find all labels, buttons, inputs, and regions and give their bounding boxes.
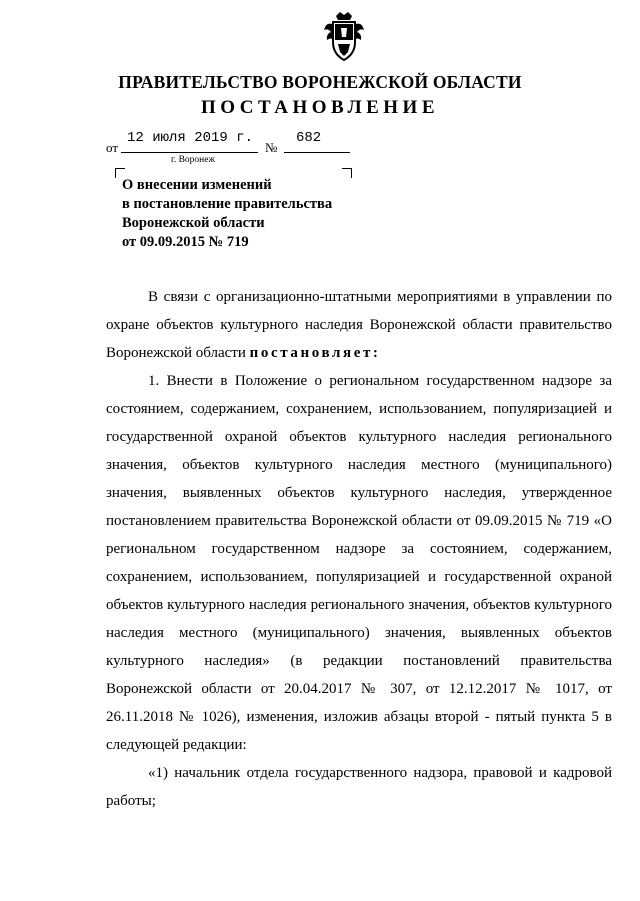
number-underline: [284, 152, 350, 153]
subject-line: О внесении изменений: [122, 177, 272, 193]
body-paragraph: [106, 283, 612, 367]
subject-line: от 09.09.2015 № 719: [122, 234, 249, 250]
date-from-label: от: [106, 140, 119, 155]
document-body: [106, 283, 612, 815]
body-paragraph: 1. Внести в Положение о региональном государственном надзоре за состоянием, содержанием, сохранением, использованием, популяризацией и государственной охраной объектов культурного наследия регионального значения, объектов культурного наследия местного (муниципального) значения, выявленных объектов культурного наследия, утвержденное постановлением правительства Воронежской области от 09.09.2015 № 719 «О региональном государственном надзоре за состоянием, содержанием, сохранением, использованием, популяризацией и государственной охраной объектов культурного наследия регионального значения, объектов культурного наследия местного (муниципального) значения, выявленных объектов культурного наследия» (в редакции постановлений правительства Воронежской области от 20.04.2017 № 307, от 12.12.2017 № 1017, от 26.11.2018 № 1026), изменения, изложив абзацы второй - пятый пункта 5 в следующей редакции:: [106, 373, 612, 753]
document-type: ПОСТАНОВЛЕНИЕ: [200, 97, 440, 118]
document-number: 682: [296, 130, 322, 146]
document-date: 12 июля 2019 г.: [127, 130, 254, 146]
subject-line: в постановление правительства: [122, 196, 333, 212]
city-label: г. Воронеж: [171, 155, 216, 165]
document-subject: [122, 176, 332, 252]
number-label: №: [265, 140, 278, 155]
decree-word: постановляет:: [249, 345, 381, 361]
subject-bracket-right: [342, 168, 352, 178]
coat-of-arms-icon: [322, 10, 366, 64]
date-underline: [121, 152, 258, 153]
body-paragraph: «1) начальник отдела государственного надзора, правовой и кадровой работы;: [106, 765, 612, 809]
subject-line: Воронежской области: [122, 215, 265, 231]
preamble-text: В связи с организационно-штатными мероприятиями в управлении по охране объектов культурного наследия Воронежской области правительство Воронежской области: [106, 289, 612, 361]
government-name: ПРАВИТЕЛЬСТВО ВОРОНЕЖСКОЙ ОБЛАСТИ: [118, 72, 522, 92]
